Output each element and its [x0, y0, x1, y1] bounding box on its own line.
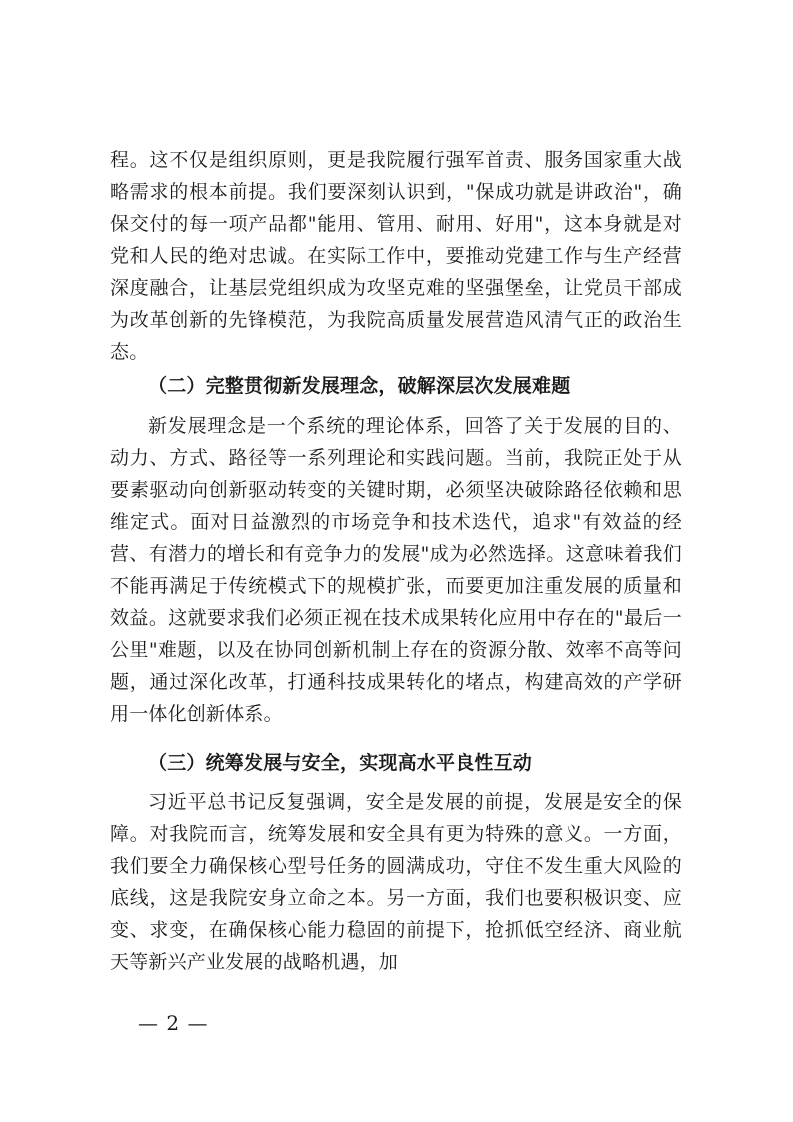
paragraph-continued: 程。这不仅是组织原则，更是我院履行强军首责、服务国家重大战略需求的根本前提。我们要深刻认识到，"保成功就是讲政治"，确保交付的每一项产品都"能用、管用、耐用、好用"，这本身就是对党和人民的绝对忠诚。在实际工作中，要推动党建工作与生产经营深度融合，让基层党组织成为攻坚克难的坚强堡垒，让党员干部成为改革创新的先锋模范，为我院高质量发展营造风清气正的政治生态。 — [110, 149, 682, 363]
paragraph-2: 新发展理念是一个系统的理论体系，回答了关于发展的目的、动力、方式、路径等一系列理论和实践问题。当前，我院正处于从要素驱动向创新驱动转变的关键时期，必须坚决破除路径依赖和思维定式。面对日益激烈的市场竞争和技术迭代，追求"有效益的经营、有潜力的增长和有竞争力的发展"成为必然选择。这意味着我们不能再满足于传统模式下的规模扩张，而要更加注重发展的质量和效益。这就要求我们必须正视在技术成果转化应用中存在的"最后一公里"难题，以及在协同创新机制上存在的资源分散、效率不高等问题，通过深化改革，打通科技成果转化的堵点，构建高效的产学研用一体化创新体系。 — [110, 415, 682, 725]
section-heading-2: （二）完整贯彻新发展理念，破解深层次发展难题 — [148, 375, 571, 397]
section-heading-3: （三）统筹发展与安全，实现高水平良性互动 — [148, 752, 533, 774]
page-number: — 2 — — [138, 1011, 209, 1035]
paragraph-3: 习近平总书记反复强调，安全是发展的前提，发展是安全的保障。对我院而言，统筹发展和安全具有更为特殊的意义。一方面，我们要全力确保核心型号任务的圆满成功，守住不发生重大风险的底线，这是我院安身立命之本。另一方面，我们也要积极识变、应变、求变，在确保核心能力稳固的前提下，抢抓低空经济、商业航天等新兴产业发展的战略机遇，加 — [110, 791, 682, 973]
